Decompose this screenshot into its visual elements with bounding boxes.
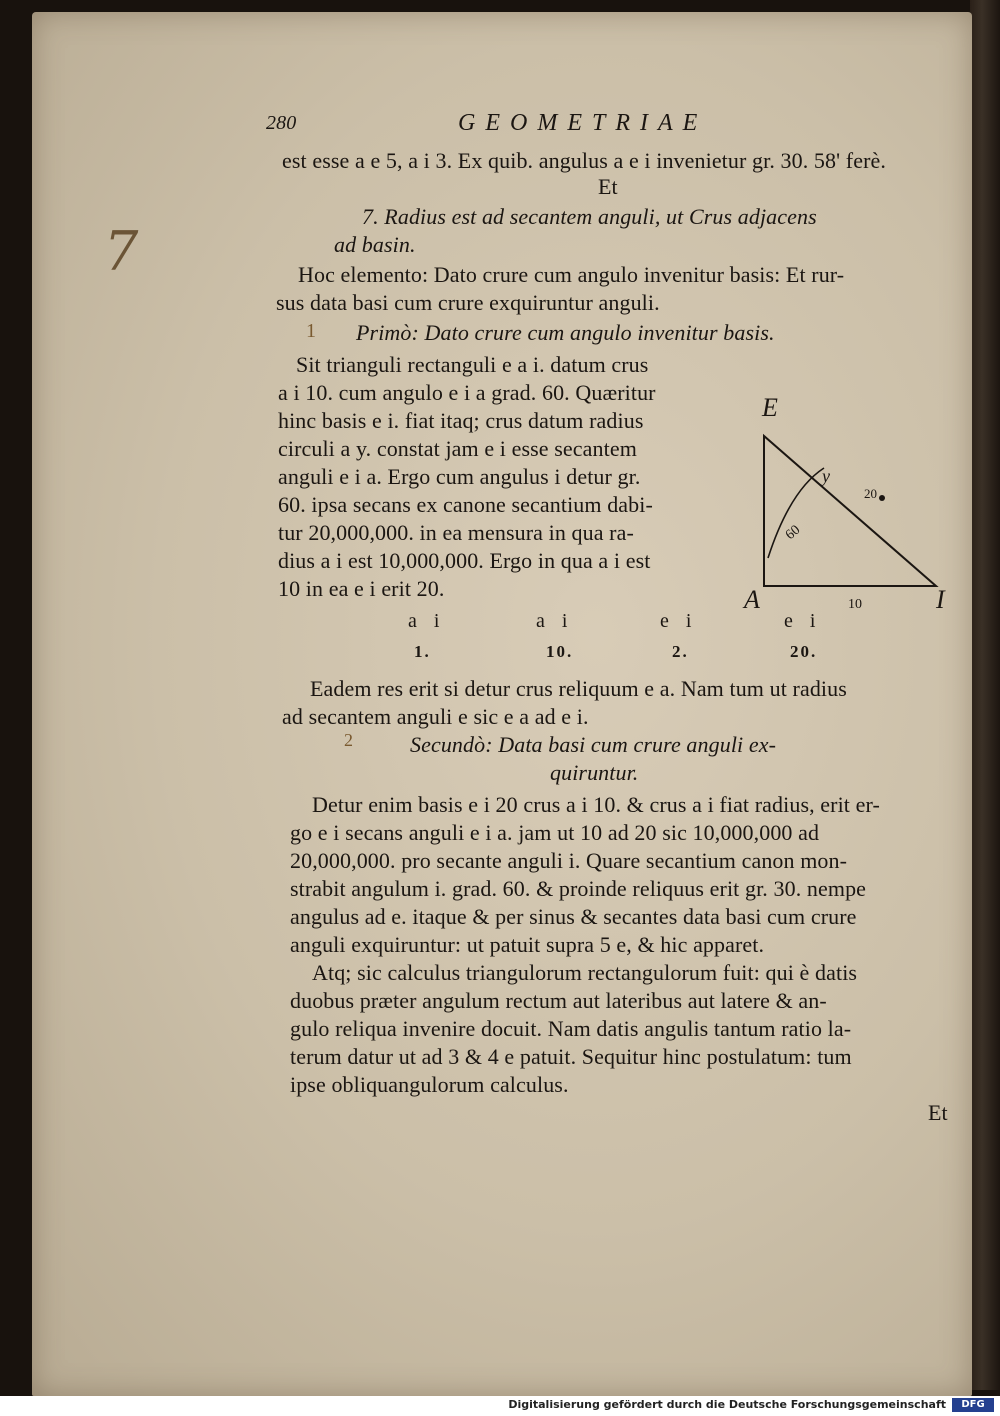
table-value: 20. xyxy=(790,642,818,661)
text-line: ipse obliquangulorum calculus. xyxy=(290,1072,569,1097)
text-line: 7. Radius est ad secantem anguli, ut Crus adjacens xyxy=(362,204,817,229)
text-line: 20,000,000. pro secante anguli i. Quare secantium canon mon- xyxy=(290,848,848,873)
text-line: circuli a y. constat jam e i esse secantem xyxy=(278,436,637,461)
table-head: e i xyxy=(784,610,822,632)
text-line: ad secantem anguli e sic e a ad e i. xyxy=(282,704,589,729)
table-value: 10. xyxy=(546,642,574,661)
text-line: Primò: Dato crure cum angulo invenitur basis. xyxy=(356,320,775,345)
label-e: E xyxy=(762,393,778,422)
table-head: a i xyxy=(408,610,446,632)
label-20: 20 xyxy=(864,486,877,501)
table-value: 2. xyxy=(672,642,689,661)
text-line: Eadem res erit si detur crus reliquum e a. Nam tum ut radius xyxy=(310,676,847,701)
dfg-logo: DFG xyxy=(952,1398,994,1412)
text-line: Et xyxy=(598,174,618,199)
page-number: 280 xyxy=(266,112,297,134)
text-line: tur 20,000,000. in ea mensura in qua ra- xyxy=(278,520,634,545)
table-head: e i xyxy=(660,610,698,632)
text-line: 10 in ea e i erit 20. xyxy=(278,576,445,601)
table-head: a i xyxy=(536,610,574,632)
text-line: dius a i est 10,000,000. Ergo in qua a i est xyxy=(278,548,651,573)
text-line: a i 10. cum angulo e i a grad. 60. Quæritur xyxy=(278,380,656,405)
catchword: Et xyxy=(928,1100,948,1125)
text-line: terum datur ut ad 3 & 4 e patuit. Sequitur hinc postulatum: tum xyxy=(290,1044,852,1069)
figure-dot xyxy=(879,495,885,501)
triangle-outline xyxy=(764,436,936,586)
text-line: anguli e i a. Ergo cum angulus i detur gr. xyxy=(278,464,641,489)
book-edge xyxy=(970,0,1000,1390)
text-line: Secundò: Data basi cum crure anguli ex- xyxy=(410,732,776,757)
table-value: 1. xyxy=(414,642,431,661)
footer-credit: Digitalisierung gefördert durch die Deutsche Forschungsgemeinschaft xyxy=(508,1398,946,1411)
marginal-mark: 2 xyxy=(344,730,354,750)
label-y: y xyxy=(822,466,830,486)
text-line: est esse a e 5, a i 3. Ex quib. angulus a e i invenietur gr. 30. 58' ferè. xyxy=(282,148,886,173)
text-line: 60. ipsa secans ex canone secantium dabi- xyxy=(278,492,653,517)
text-line: Sit trianguli rectanguli e a i. datum crus xyxy=(296,352,649,377)
text-line: hinc basis e i. fiat itaq; crus datum radius xyxy=(278,408,644,433)
text-line: Hoc elemento: Dato crure cum angulo invenitur basis: Et rur- xyxy=(298,262,845,287)
text-line: ad basin. xyxy=(334,232,416,257)
label-i: I xyxy=(936,585,945,614)
label-60: 60 xyxy=(782,522,804,544)
text-line: angulus ad e. itaque & per sinus & secantes data basi cum crure xyxy=(290,904,857,929)
label-10: 10 xyxy=(848,597,862,612)
text-line: go e i secans anguli e i a. jam ut 10 ad 20 sic 10,000,000 ad xyxy=(290,820,820,845)
marginal-mark: 1 xyxy=(306,320,317,342)
text-line: gulo reliqua invenire docuit. Nam datis angulis tantum ratio la- xyxy=(290,1016,852,1041)
triangle-figure xyxy=(740,380,960,620)
text-line: Detur enim basis e i 20 crus a i 10. & crus a i fiat radius, erit er- xyxy=(312,792,880,817)
margin-annotation: 7 xyxy=(104,220,139,283)
text-line: duobus præter angulum rectum aut lateribus aut latere & an- xyxy=(290,988,827,1013)
label-a: A xyxy=(744,585,760,614)
running-head: GEOMETRIAE xyxy=(458,110,708,136)
text-line: anguli exquiruntur: ut patuit supra 5 e, & hic apparet. xyxy=(290,932,765,957)
text-line: Atq; sic calculus triangulorum rectangulorum fuit: qui è datis xyxy=(312,960,858,985)
text-line: quiruntur. xyxy=(550,760,639,785)
text-line: strabit angulum i. grad. 60. & proinde reliquus erit gr. 30. nempe xyxy=(290,876,867,901)
text-line: sus data basi cum crure exquiruntur anguli. xyxy=(276,290,660,315)
